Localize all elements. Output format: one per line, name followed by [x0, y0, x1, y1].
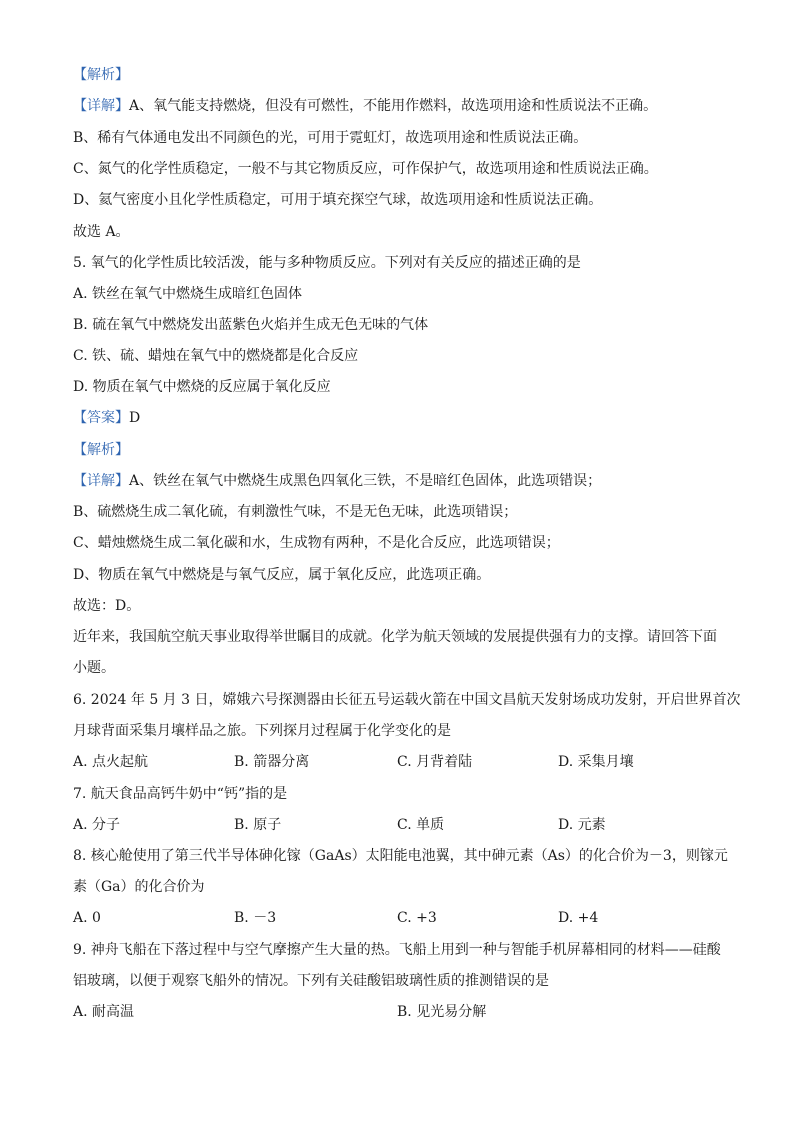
analysis-tag: 【解析】	[73, 67, 129, 83]
question-9-stem-line-2: 铝玻璃，以便于观察飞船外的情况。下列有关硅酸铝玻璃性质的推测错误的是	[73, 973, 549, 989]
question-8-option-b: B. －3	[234, 910, 277, 926]
question-6-option-a: A. 点火起航	[73, 754, 149, 770]
question-6-stem-line-2: 月球背面采集月壤样品之旅。下列探月过程属于化学变化的是	[73, 723, 451, 739]
detail-line-d: D、物质在氧气中燃烧是与氧气反应，属于氧化反应，此选项正确。	[73, 567, 491, 583]
detail-line-b: B、稀有气体通电发出不同颜色的光，可用于霓虹灯，故选项用途和性质说法正确。	[73, 130, 588, 146]
question-7-option-b: B. 原子	[234, 817, 282, 833]
detail-tag: 【详解】	[73, 98, 129, 114]
section-intro-line-1: 近年来，我国航空航天事业取得举世瞩目的成就。化学为航天领域的发展提供强有力的支撑。请回答下面	[73, 629, 717, 645]
detail-tag: 【详解】	[73, 473, 129, 489]
detail-line-b: B、硫燃烧生成二氧化硫，有刺激性气味，不是无色无味，此选项错误；	[73, 504, 518, 520]
question-9-option-a: A. 耐高温	[73, 1004, 135, 1020]
detail-line-d: D、氦气密度小且化学性质稳定，可用于填充探空气球，故选项用途和性质说法正确。	[73, 192, 603, 208]
question-7-option-a: A. 分子	[73, 817, 121, 833]
question-9-option-b: B. 见光易分解	[397, 1004, 487, 1020]
question-5-option-c: C. 铁、硫、蜡烛在氧气中的燃烧都是化合反应	[73, 348, 359, 364]
question-8-option-c: C. +3	[397, 910, 437, 926]
question-7-option-c: C. 单质	[397, 817, 445, 833]
question-8-option-a: A. 0	[73, 910, 101, 926]
question-8-stem-line-2: 素（Ga）的化合价为	[73, 879, 205, 895]
section-intro-line-2: 小题。	[73, 660, 115, 676]
question-7-option-d: D. 元素	[558, 817, 606, 833]
detail-text: A、氧气能支持燃烧，但没有可燃性，不能用作燃料，故选项用途和性质说法不正确。	[129, 98, 658, 114]
detail-line-a	[73, 96, 733, 116]
analysis-tag: 【解析】	[73, 442, 129, 458]
question-6-option-d: D. 采集月壤	[558, 754, 634, 770]
question-6-option-b: B. 箭器分离	[234, 754, 310, 770]
question-6-option-c: C. 月背着陆	[397, 754, 473, 770]
detail-line-a	[73, 471, 733, 491]
detail-text: A、铁丝在氧气中燃烧生成黑色四氧化三铁，不是暗红色固体，此选项错误；	[129, 473, 602, 489]
question-5-stem: 5. 氧气的化学性质比较活泼，能与多种物质反应。下列对有关反应的描述正确的是	[73, 255, 581, 271]
question-8-option-d: D. +4	[558, 910, 599, 926]
detail-line-c: C、蜡烛燃烧生成二氧化碳和水，生成物有两种，不是化合反应，此选项错误；	[73, 535, 560, 551]
question-7-stem: 7. 航天食品高钙牛奶中“钙”指的是	[73, 786, 288, 802]
question-5-option-a: A. 铁丝在氧气中燃烧生成暗红色固体	[73, 286, 303, 302]
detail-line-c: C、氮气的化学性质稳定，一般不与其它物质反应，可作保护气，故选项用途和性质说法正确。	[73, 161, 658, 177]
answer-value: D	[129, 410, 141, 426]
question-5-option-b: B. 硫在氧气中燃烧发出蓝紫色火焰并生成无色无味的气体	[73, 317, 429, 333]
conclusion: 故选 A。	[73, 224, 130, 240]
conclusion: 故选：D。	[73, 598, 141, 614]
question-8-stem-line-1: 8. 核心舱使用了第三代半导体砷化镓（GaAs）太阳能电池翼，其中砷元素（As）的化合价为－3，则镓元	[73, 848, 728, 864]
question-5-option-d: D. 物质在氧气中燃烧的反应属于氧化反应	[73, 379, 331, 395]
question-6-stem-line-1: 6. 2024 年 5 月 3 日，嫦娥六号探测器由长征五号运载火箭在中国文昌航天发射场成功发射，开启世界首次	[73, 692, 741, 708]
question-9-stem-line-1: 9. 神舟飞船在下落过程中与空气摩擦产生大量的热。飞船上用到一种与智能手机屏幕相同的材料——硅酸	[73, 942, 721, 958]
answer-line	[73, 408, 733, 428]
answer-tag: 【答案】	[73, 410, 129, 426]
